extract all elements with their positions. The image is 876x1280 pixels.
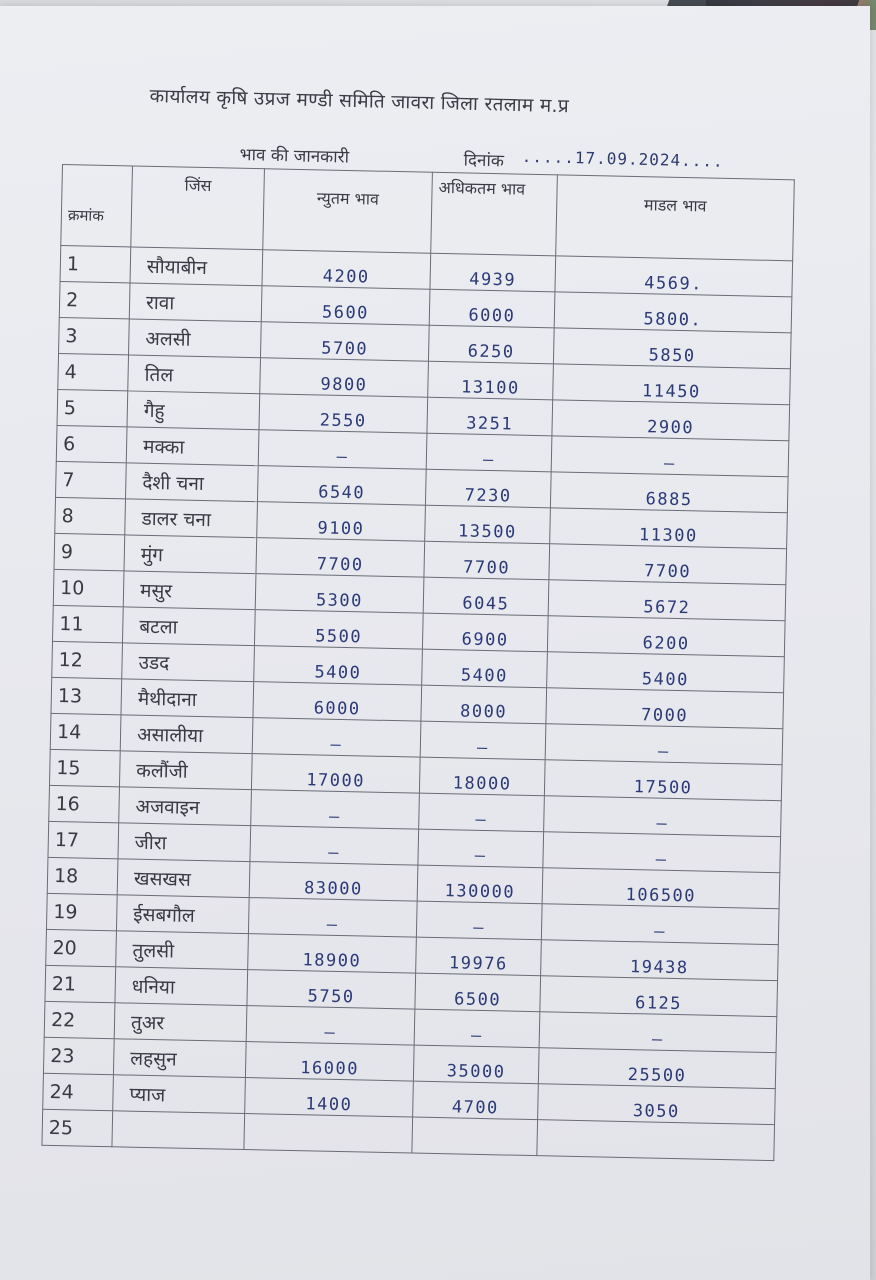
min-price-cell: 9800 [260,358,429,398]
min-price-cell: 5600 [261,286,430,326]
min-price-cell: 6000 [253,682,422,722]
model-price-cell: 11450 [553,364,791,405]
price-table-wrap [42,164,794,1139]
min-price-cell: 4200 [262,250,431,290]
model-price-cell: 7700 [549,544,787,585]
min-price-cell: – [251,790,420,830]
model-price-cell [537,1120,775,1161]
max-price-cell: 13100 [428,361,554,400]
max-price-cell: 3251 [427,397,553,436]
max-price-cell: 130000 [417,865,543,904]
max-price-cell: 6500 [415,973,541,1012]
model-price-cell: 6885 [550,472,788,513]
col-header-commodity: जिंस [131,166,265,250]
model-price-cell: 5800. [554,292,792,333]
model-price-cell: – [541,904,779,945]
model-price-cell: 7000 [546,688,784,729]
min-price-cell: 16000 [245,1042,414,1082]
col-header-model-price: माडल भाव [556,175,795,261]
commodity-cell: रावा [129,283,262,322]
min-price-cell: 17000 [251,754,420,794]
model-price-cell: 106500 [542,868,780,909]
max-price-cell: 7700 [424,541,550,580]
commodity-cell: अजवाइन [119,787,252,826]
serial-cell: 1 [60,245,131,282]
max-price-cell: – [419,793,545,832]
serial-cell: 24 [43,1073,114,1110]
max-price-cell: 18000 [419,757,545,796]
serial-cell: 17 [48,821,119,858]
commodity-cell: अलसी [129,319,262,358]
model-price-cell: 2900 [552,400,790,441]
date-label: दिनांक [463,150,505,172]
col-header-min-price: न्युतम भाव [263,169,433,254]
model-price-cell: 6125 [540,976,778,1017]
office-title: कार्यालय कृषि उप्रज मण्डी समिति जावरा जिला रतलाम म.प्र [149,84,570,118]
model-price-cell: 25500 [538,1048,776,1089]
commodity-cell: तुलसी [116,931,249,970]
table-body [42,245,793,1160]
min-price-cell: 83000 [249,862,418,902]
serial-cell: 14 [50,713,121,750]
price-sheet-paper [0,6,870,1280]
max-price-cell [412,1117,538,1156]
commodity-cell: सौयाबीन [130,247,263,286]
max-price-cell: 8000 [421,685,547,724]
serial-cell: 13 [51,677,122,714]
max-price-cell: – [414,1009,540,1048]
max-price-cell: 6900 [422,613,548,652]
serial-cell: 21 [45,965,116,1002]
max-price-cell: 5400 [422,649,548,688]
serial-cell: 7 [56,461,127,498]
serial-cell: 22 [44,1001,115,1038]
date-value: .....17.09.2024.... [521,146,724,171]
commodity-cell: तिल [128,355,261,394]
min-price-cell: – [258,430,427,470]
min-price-cell: 1400 [245,1078,414,1118]
serial-cell: 6 [56,425,127,462]
model-price-cell: – [551,436,789,477]
min-price-cell: 7700 [256,538,425,578]
min-price-cell: 6540 [257,466,426,506]
serial-cell: 15 [49,749,120,786]
serial-cell: 4 [58,353,129,390]
model-price-cell: 5400 [547,652,785,693]
model-price-cell: 4569. [555,256,793,297]
commodity-cell: गैहु [127,391,260,430]
max-price-cell: 6250 [428,325,554,364]
max-price-cell: – [420,721,546,760]
max-price-cell: – [418,829,544,868]
commodity-cell: उडद [122,643,255,682]
commodity-cell: जीरा [118,823,251,862]
commodity-cell: दैशी चना [126,463,259,502]
commodity-cell: बटला [122,607,255,646]
min-price-cell: 5750 [247,970,416,1010]
commodity-cell: असालीया [120,715,253,754]
max-price-cell: 6045 [423,577,549,616]
commodity-cell: मसुर [123,571,256,610]
min-price-cell: 5300 [255,574,424,614]
max-price-cell: 4700 [413,1081,539,1120]
max-price-cell: 7230 [425,469,551,508]
min-price-cell: 2550 [259,394,428,434]
model-price-cell: 19438 [541,940,779,981]
serial-cell: 23 [43,1037,114,1074]
commodity-cell: धनिया [115,967,248,1006]
max-price-cell: 19976 [416,937,542,976]
commodity-cell: लहसुन [113,1039,246,1078]
model-price-cell: 17500 [544,760,782,801]
min-price-cell: – [246,1006,415,1046]
min-price-cell: 9100 [257,502,426,542]
min-price-cell: 5400 [254,646,423,686]
commodity-cell: ईसबगौल [116,895,249,934]
max-price-cell: – [426,433,552,472]
model-price-cell: 5672 [548,580,786,621]
serial-cell: 20 [46,929,117,966]
commodity-cell: मुंग [124,535,257,574]
model-price-cell: – [543,832,781,873]
serial-cell: 12 [52,641,123,678]
min-price-cell: 18900 [248,934,417,974]
max-price-cell: 35000 [413,1045,539,1084]
serial-cell: 19 [46,893,117,930]
model-price-cell: – [545,724,783,765]
price-table [41,164,794,1161]
min-price-cell: – [248,898,417,938]
min-price-cell [244,1114,413,1154]
commodity-cell: तुअर [114,1003,247,1042]
commodity-cell: मक्का [126,427,259,466]
max-price-cell: 6000 [429,289,555,328]
commodity-cell: खसखस [117,859,250,898]
max-price-cell: 4939 [430,253,556,292]
serial-cell: 11 [52,605,123,642]
min-price-cell: 5700 [260,322,429,362]
model-price-cell: 6200 [547,616,785,657]
min-price-cell: – [250,826,419,866]
model-price-cell: 5850 [553,328,791,369]
serial-cell: 2 [59,281,130,318]
serial-cell: 25 [42,1109,113,1146]
min-price-cell: – [252,718,421,758]
serial-cell: 9 [54,533,125,570]
model-price-cell: 11300 [550,508,788,549]
serial-cell: 18 [47,857,118,894]
model-price-cell: 3050 [538,1084,776,1125]
serial-cell: 10 [53,569,124,606]
col-header-max-price: अधिकतम भाव [431,172,558,256]
commodity-cell [112,1111,245,1150]
min-price-cell: 5500 [254,610,423,650]
col-header-serial: क्रमांक [61,165,133,247]
commodity-cell: मैथीदाना [121,679,254,718]
max-price-cell: – [416,901,542,940]
commodity-cell: कलौंजी [119,751,252,790]
model-price-cell: – [539,1012,777,1053]
table-header-row [61,165,795,261]
max-price-cell: 13500 [425,505,551,544]
serial-cell: 8 [55,497,126,534]
commodity-cell: डालर चना [125,499,258,538]
serial-cell: 5 [57,389,128,426]
model-price-cell: – [544,796,782,837]
sheet-subtitle: भाव की जानकारी [239,144,350,168]
serial-cell: 3 [59,317,130,354]
serial-cell: 16 [49,785,120,822]
commodity-cell: प्याज [113,1075,246,1114]
